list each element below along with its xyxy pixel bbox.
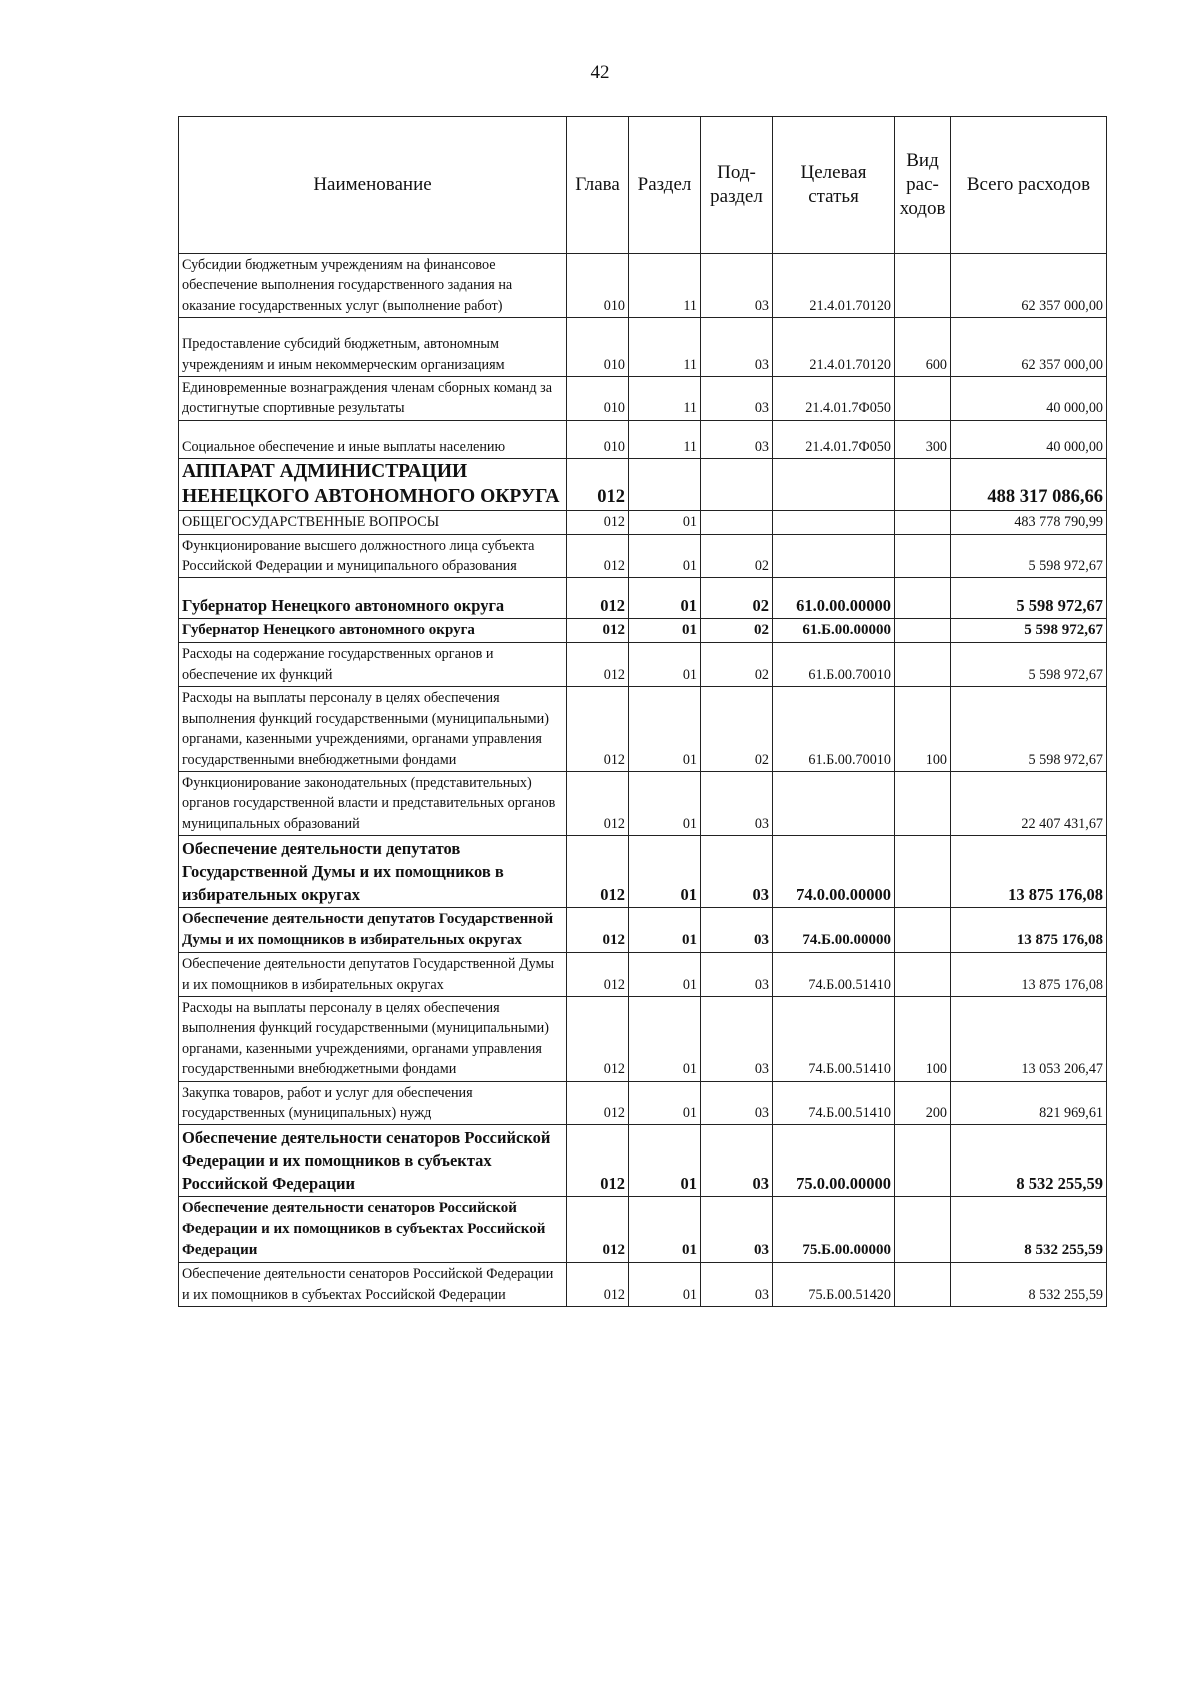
cell-total: 40 000,00 (951, 420, 1107, 458)
cell-expense-type (895, 534, 951, 578)
cell-chapter: 012 (567, 687, 629, 772)
cell-name: Обеспечение деятельности сенаторов Российской Федерации и их помощников в субъектах Российской Федерации (179, 1197, 567, 1263)
cell-section: 11 (629, 318, 701, 377)
table-row (179, 534, 1107, 578)
cell-name: Обеспечение деятельности депутатов Государственной Думы и их помощников в избирательных округах (179, 908, 567, 953)
cell-subsection (701, 511, 773, 534)
cell-target-article (773, 534, 895, 578)
cell-target-article: 74.0.00.00000 (773, 836, 895, 908)
cell-name: АППАРАТ АДМИНИСТРАЦИИ НЕНЕЦКОГО АВТОНОМНОГО ОКРУГА (179, 459, 567, 511)
table-row (179, 619, 1107, 643)
cell-chapter: 012 (567, 953, 629, 997)
cell-subsection: 03 (701, 996, 773, 1081)
cell-expense-type (895, 254, 951, 318)
header-target-article: Целевая статья (773, 117, 895, 254)
cell-target-article: 21.4.01.7Ф050 (773, 420, 895, 458)
cell-total: 13 875 176,08 (951, 953, 1107, 997)
cell-section: 11 (629, 420, 701, 458)
cell-total: 5 598 972,67 (951, 687, 1107, 772)
cell-expense-type: 300 (895, 420, 951, 458)
cell-chapter: 010 (567, 318, 629, 377)
cell-chapter: 012 (567, 771, 629, 835)
cell-expense-type (895, 771, 951, 835)
cell-target-article: 61.0.00.00000 (773, 578, 895, 619)
table-row (179, 578, 1107, 619)
cell-chapter: 012 (567, 1263, 629, 1307)
cell-total: 62 357 000,00 (951, 254, 1107, 318)
cell-name: Обеспечение деятельности депутатов Государственной Думы и их помощников в избирательных округах (179, 953, 567, 997)
cell-expense-type (895, 643, 951, 687)
table-row (179, 511, 1107, 534)
cell-subsection: 03 (701, 1197, 773, 1263)
cell-name: Обеспечение деятельности сенаторов Российской Федерации и их помощников в субъектах Российской Федерации (179, 1263, 567, 1307)
cell-name: Предоставление субсидий бюджетным, автономным учреждениям и иным некоммерческим организациям (179, 318, 567, 377)
cell-subsection: 03 (701, 254, 773, 318)
cell-subsection: 02 (701, 578, 773, 619)
cell-total: 13 875 176,08 (951, 908, 1107, 953)
cell-total: 821 969,61 (951, 1081, 1107, 1125)
cell-target-article: 61.Б.00.70010 (773, 643, 895, 687)
cell-subsection: 03 (701, 836, 773, 908)
cell-target-article: 61.Б.00.70010 (773, 687, 895, 772)
cell-chapter: 012 (567, 578, 629, 619)
cell-expense-type: 100 (895, 687, 951, 772)
cell-subsection: 02 (701, 534, 773, 578)
cell-expense-type (895, 377, 951, 421)
cell-section: 01 (629, 953, 701, 997)
table-header-row (179, 117, 1107, 254)
cell-subsection: 03 (701, 953, 773, 997)
cell-section: 01 (629, 908, 701, 953)
cell-chapter: 012 (567, 643, 629, 687)
cell-name: Функционирование высшего должностного лица субъекта Российской Федерации и муниципального образования (179, 534, 567, 578)
cell-expense-type (895, 511, 951, 534)
cell-section: 01 (629, 619, 701, 643)
header-section: Раздел (629, 117, 701, 254)
cell-subsection: 03 (701, 1263, 773, 1307)
cell-name: Обеспечение деятельности депутатов Государственной Думы и их помощников в избирательных округах (179, 836, 567, 908)
cell-section: 01 (629, 1125, 701, 1197)
cell-section: 01 (629, 687, 701, 772)
cell-name: Обеспечение деятельности сенаторов Российской Федерации и их помощников в субъектах Российской Федерации (179, 1125, 567, 1197)
table-row (179, 420, 1107, 458)
cell-section: 01 (629, 1197, 701, 1263)
cell-total: 5 598 972,67 (951, 619, 1107, 643)
page-number: 42 (590, 62, 610, 83)
cell-target-article (773, 771, 895, 835)
header-subsection: Под- раздел (701, 117, 773, 254)
cell-section: 11 (629, 377, 701, 421)
cell-subsection (701, 459, 773, 511)
cell-expense-type: 600 (895, 318, 951, 377)
cell-expense-type (895, 1197, 951, 1263)
cell-section: 11 (629, 254, 701, 318)
cell-name: Закупка товаров, работ и услуг для обеспечения государственных (муниципальных) нужд (179, 1081, 567, 1125)
cell-chapter: 010 (567, 377, 629, 421)
cell-target-article: 74.Б.00.51410 (773, 996, 895, 1081)
cell-name: Единовременные вознаграждения членам сборных команд за достигнутые спортивные результаты (179, 377, 567, 421)
cell-chapter: 012 (567, 1197, 629, 1263)
cell-target-article: 75.Б.00.51420 (773, 1263, 895, 1307)
cell-total: 488 317 086,66 (951, 459, 1107, 511)
cell-section: 01 (629, 1263, 701, 1307)
cell-section: 01 (629, 1081, 701, 1125)
cell-chapter: 012 (567, 908, 629, 953)
cell-section: 01 (629, 511, 701, 534)
cell-chapter: 012 (567, 619, 629, 643)
cell-subsection: 03 (701, 771, 773, 835)
cell-total: 22 407 431,67 (951, 771, 1107, 835)
cell-name: Социальное обеспечение и иные выплаты населению (179, 420, 567, 458)
cell-target-article: 74.Б.00.51410 (773, 953, 895, 997)
cell-total: 8 532 255,59 (951, 1263, 1107, 1307)
cell-name: Губернатор Ненецкого автономного округа (179, 619, 567, 643)
cell-section: 01 (629, 836, 701, 908)
cell-subsection: 03 (701, 908, 773, 953)
cell-chapter: 010 (567, 254, 629, 318)
cell-total: 13 053 206,47 (951, 996, 1107, 1081)
cell-subsection: 02 (701, 687, 773, 772)
cell-total: 13 875 176,08 (951, 836, 1107, 908)
cell-total: 8 532 255,59 (951, 1197, 1107, 1263)
table-body (179, 254, 1107, 1307)
cell-total: 5 598 972,67 (951, 534, 1107, 578)
cell-name: Расходы на выплаты персоналу в целях обеспечения выполнения функций государственными (муниципальными) органами, казенными учреждениями, органами управления государственными внебюджетными фондами (179, 996, 567, 1081)
cell-chapter: 010 (567, 420, 629, 458)
cell-total: 62 357 000,00 (951, 318, 1107, 377)
cell-target-article: 75.Б.00.00000 (773, 1197, 895, 1263)
cell-section: 01 (629, 534, 701, 578)
cell-chapter: 012 (567, 534, 629, 578)
table-row (179, 377, 1107, 421)
table-row (179, 1263, 1107, 1307)
cell-target-article: 61.Б.00.00000 (773, 619, 895, 643)
table-row (179, 1197, 1107, 1263)
cell-total: 40 000,00 (951, 377, 1107, 421)
cell-chapter: 012 (567, 511, 629, 534)
cell-total: 5 598 972,67 (951, 643, 1107, 687)
table-row (179, 254, 1107, 318)
cell-expense-type (895, 619, 951, 643)
cell-section (629, 459, 701, 511)
table-row (179, 836, 1107, 908)
cell-target-article: 74.Б.00.51410 (773, 1081, 895, 1125)
cell-subsection: 03 (701, 318, 773, 377)
table-row (179, 953, 1107, 997)
cell-expense-type (895, 836, 951, 908)
table-row (179, 687, 1107, 772)
cell-total: 483 778 790,99 (951, 511, 1107, 534)
table-row (179, 771, 1107, 835)
cell-total: 5 598 972,67 (951, 578, 1107, 619)
cell-section: 01 (629, 771, 701, 835)
cell-subsection: 03 (701, 420, 773, 458)
cell-name: ОБЩЕГОСУДАРСТВЕННЫЕ ВОПРОСЫ (179, 511, 567, 534)
cell-section: 01 (629, 643, 701, 687)
header-chapter: Глава (567, 117, 629, 254)
cell-subsection: 02 (701, 619, 773, 643)
cell-chapter: 012 (567, 1125, 629, 1197)
cell-section: 01 (629, 996, 701, 1081)
cell-chapter: 012 (567, 996, 629, 1081)
cell-chapter: 012 (567, 459, 629, 511)
cell-name: Расходы на выплаты персоналу в целях обеспечения выполнения функций государственными (муниципальными) органами, казенными учреждениями, органами управления государственными внебюджетными фондами (179, 687, 567, 772)
cell-subsection: 03 (701, 1081, 773, 1125)
table-row (179, 1081, 1107, 1125)
cell-expense-type (895, 908, 951, 953)
cell-chapter: 012 (567, 836, 629, 908)
cell-target-article (773, 459, 895, 511)
table-row (179, 318, 1107, 377)
cell-section: 01 (629, 578, 701, 619)
cell-expense-type: 100 (895, 996, 951, 1081)
cell-target-article: 21.4.01.70120 (773, 254, 895, 318)
header-name: Наименование (179, 117, 567, 254)
table-row (179, 996, 1107, 1081)
cell-target-article: 75.0.00.00000 (773, 1125, 895, 1197)
cell-name: Губернатор Ненецкого автономного округа (179, 578, 567, 619)
cell-total: 8 532 255,59 (951, 1125, 1107, 1197)
cell-target-article (773, 511, 895, 534)
cell-subsection: 03 (701, 377, 773, 421)
cell-expense-type (895, 1125, 951, 1197)
cell-name: Функционирование законодательных (представительных) органов государственной власти и представительных органов муниципальных образований (179, 771, 567, 835)
header-expense-type: Вид рас- ходов (895, 117, 951, 254)
cell-name: Субсидии бюджетным учреждениям на финансовое обеспечение выполнения государственного задания на оказание государственных услуг (выполнение работ) (179, 254, 567, 318)
table-row (179, 1125, 1107, 1197)
header-total: Всего расходов (951, 117, 1107, 254)
cell-target-article: 21.4.01.70120 (773, 318, 895, 377)
cell-expense-type (895, 459, 951, 511)
cell-name: Расходы на содержание государственных органов и обеспечение их функций (179, 643, 567, 687)
cell-expense-type: 200 (895, 1081, 951, 1125)
table-row (179, 908, 1107, 953)
cell-subsection: 02 (701, 643, 773, 687)
cell-subsection: 03 (701, 1125, 773, 1197)
table-row (179, 643, 1107, 687)
cell-expense-type (895, 1263, 951, 1307)
table-row (179, 459, 1107, 511)
budget-table (178, 116, 1107, 1307)
cell-expense-type (895, 578, 951, 619)
cell-expense-type (895, 953, 951, 997)
cell-chapter: 012 (567, 1081, 629, 1125)
cell-target-article: 74.Б.00.00000 (773, 908, 895, 953)
cell-target-article: 21.4.01.7Ф050 (773, 377, 895, 421)
